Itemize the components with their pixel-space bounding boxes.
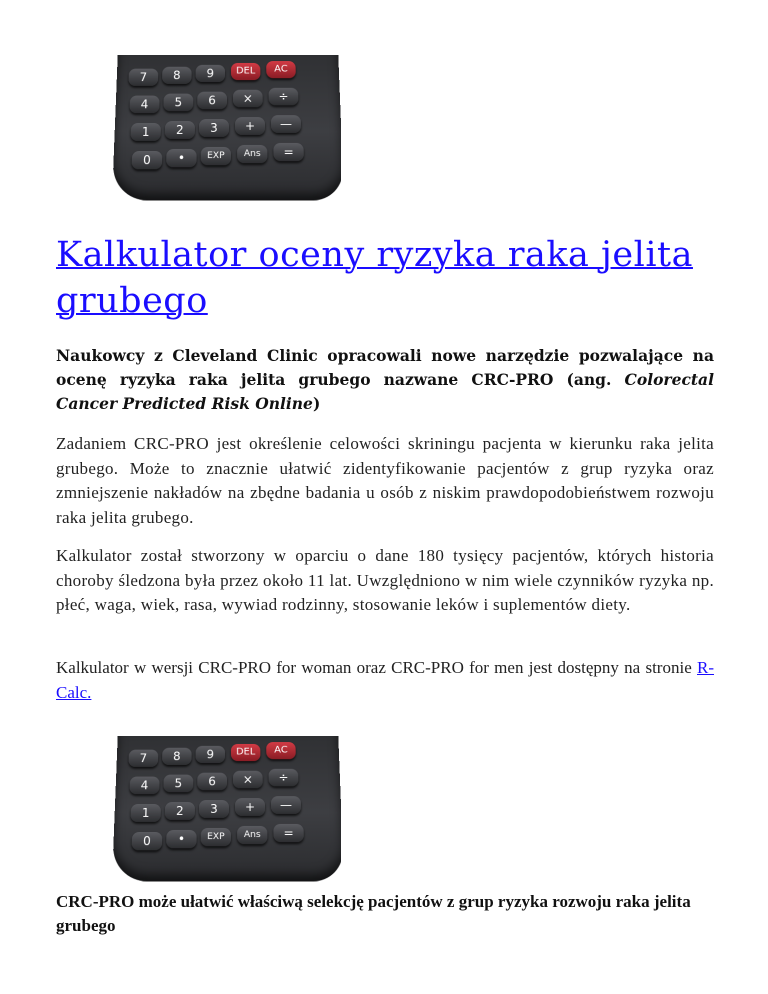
paragraph-availability [56,656,714,705]
key-minus: — [271,115,301,133]
key-9: 9 [195,746,225,763]
key-dot: • [166,830,197,848]
key-3: 3 [199,800,229,818]
key-6: 6 [197,92,227,110]
key-1: 1 [130,123,161,141]
availability-text: Kalkulator w wersji CRC-PRO for woman oraz CRC-PRO for men jest dostępny na stronie [56,658,697,677]
key-equals: = [273,143,304,161]
key-ac: AC [266,61,296,78]
lead-text-start: Naukowcy z Cleveland Clinic opracowali nowe narzędzie pozwalające na ocenę ryzyka raka jelita grubego nazwane CRC-PRO (ang. [56,346,714,389]
key-8: 8 [162,67,192,84]
r-calc-link[interactable]: R-Calc. [56,658,714,702]
key-multiply: × [233,90,263,108]
key-7: 7 [128,750,158,767]
image-caption: CRC-PRO może ułatwić właściwą selekcję pacjentów z grup ryzyka rozwoju raka jelita grubego [56,892,691,935]
key-divide: ÷ [268,769,298,786]
lead-paragraph [56,344,714,416]
lead-italic-term: Colorectal Cancer Predicted Risk Online [56,370,714,413]
key-7: 7 [128,69,158,86]
key-6: 6 [197,773,227,791]
calculator-keypad [113,736,341,881]
key-5: 5 [163,775,193,793]
key-exp: EXP [201,147,231,165]
key-ac: AC [266,742,296,759]
key-del: DEL [231,744,261,761]
key-4: 4 [129,96,159,114]
key-plus: + [235,798,265,816]
key-9: 9 [195,65,225,82]
key-3: 3 [199,119,229,137]
key-2: 2 [165,802,195,820]
title-link[interactable]: Kalkulator oceny ryzyka raka jelita grubego [56,235,693,321]
key-0: 0 [131,151,162,169]
key-8: 8 [162,748,192,765]
key-5: 5 [163,94,193,112]
key-dot: • [166,149,197,167]
key-plus: + [235,117,265,135]
key-ans: Ans [237,826,267,844]
paragraph-data-source: Kalkulator został stworzony w oparciu o dane 180 tysięcy pacjentów, których historia choroby śledzona była przez około 11 lat. Uwzględniono w nim wiele czynników ryzyka np. płeć, waga, wiek, rasa, wywiad rodzinny, stosowanie leków i suplementów diety. [56,546,714,614]
key-equals: = [273,824,304,842]
key-4: 4 [129,777,159,795]
key-ans: Ans [237,145,267,163]
calculator-keypad [113,55,341,200]
paragraph-purpose: Zadaniem CRC-PRO jest określenie celowości skriningu pacjenta w kierunku raka jelita grubego. Może to znacznie ułatwić zidentyfikowanie pacjentów z grup ryzyka oraz zmniejszenie nakładów na zbędne badania u osób z niskim prawdopodobieństwem rozwoju raka jelita grubego. [56,434,714,527]
key-exp: EXP [201,828,231,846]
key-1: 1 [130,804,161,822]
lead-text-end: ) [312,394,321,413]
calculator-image-top [113,55,341,205]
key-multiply: × [233,771,263,789]
key-divide: ÷ [268,88,298,105]
key-2: 2 [165,121,195,139]
page-title [56,232,716,324]
key-del: DEL [231,63,261,80]
key-minus: — [271,796,301,814]
key-0: 0 [131,832,162,850]
calculator-image-bottom [113,736,341,886]
